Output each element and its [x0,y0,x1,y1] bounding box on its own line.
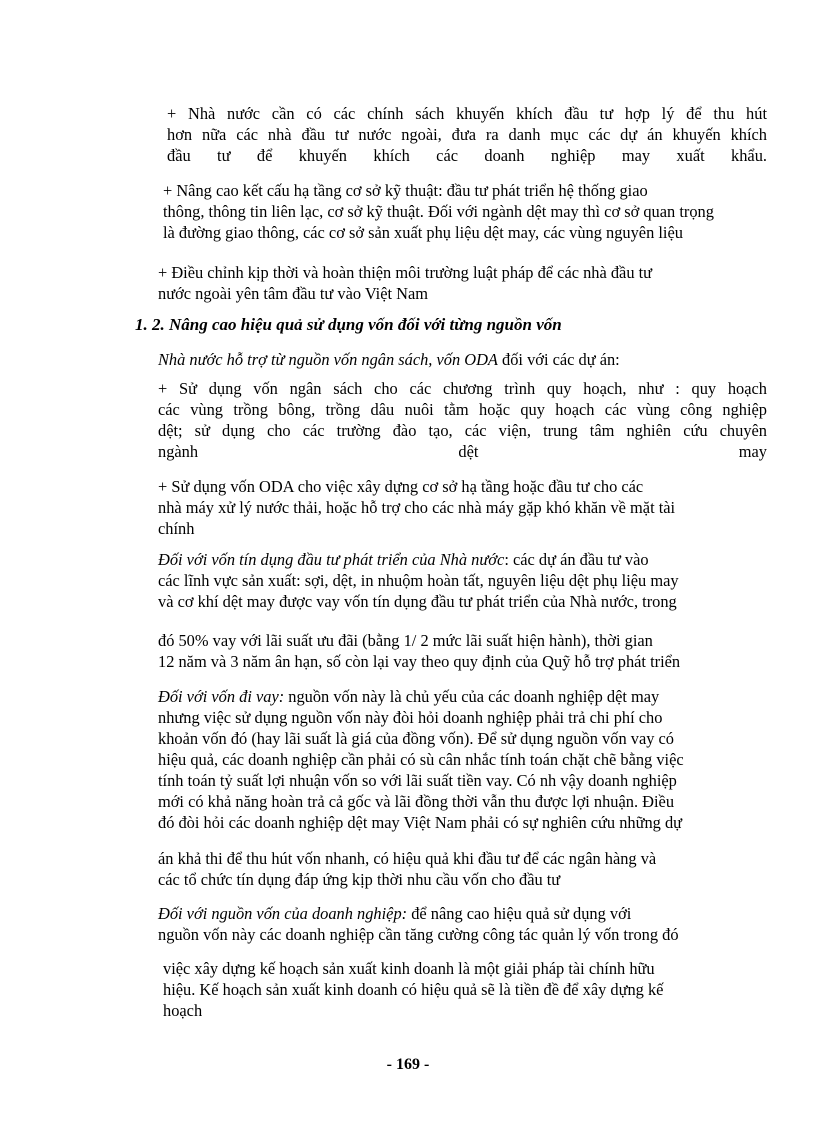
text-line: dệt; sử dụng cho các trường đào tạo, các viện, trung tâm nghiên cứu chuyên [158,421,767,440]
paragraph-legal-environment [135,262,767,304]
text-line: và cơ khí dệt may được vay vốn tín dụng đầu tư phát triển của Nhà nước, trong [158,592,677,611]
text-line: các tổ chức tín dụng đáp ứng kịp thời nhu cầu vốn cho đầu tư [158,870,561,889]
paragraph-budget-capital [135,378,767,462]
text-line: hiệu quả, các doanh nghiệp cần phải có sù cân nhắc tính toán chặt chẽ bằng việc [158,750,684,769]
text-line: là đường giao thông, các cơ sở sản xuất phụ liệu dệt may, các vùng nguyên liệu [163,223,683,242]
section-heading-text: 1. 2. Nâng cao hiệu quả sử dụng vốn đối với từng nguồn vốn [135,315,562,334]
text-line: thông, thông tin liên lạc, cơ sở kỹ thuật. Đối với ngành dệt may thì cơ sở quan trọng [163,202,714,221]
text-line: nhà máy xử lý nước thải, hoặc hỗ trợ cho các nhà máy gặp khó khăn về mặt tài [158,498,676,517]
italic-lead: Đối với vốn đi vay: [158,687,285,706]
text-line: hoạch [163,1001,203,1020]
section-heading [135,314,767,335]
text-line: đó đòi hỏi các doanh nghiệp dệt may Việt Nam phải có sự nghiên cứu những dự [158,813,683,832]
text-line: + Sử dụng vốn ngân sách cho các chương trình quy hoạch, như : quy hoạch [158,379,767,398]
paragraph-oda-capital [135,476,767,539]
text-line: đó 50% vay với lãi suất ưu đãi (bằng 1/ 2 mức lãi suất hiện hành), thời gian [158,631,653,650]
text-line: để nâng cao hiệu quả sử dụng với [407,904,632,923]
paragraph-business-plan [135,958,767,1021]
text-line: việc xây dựng kế hoạch sản xuất kinh doanh là một giải pháp tài chính hữu [163,959,655,978]
text-line: hiệu. Kế hoạch sản xuất kinh doanh có hiệu quả sẽ là tiền đề để xây dựng kế [163,980,664,999]
text-line: + Sử dụng vốn ODA cho việc xây dựng cơ sở hạ tầng hoặc đầu tư cho các [158,477,644,496]
text-line: hơn nữa các nhà đầu tư nước ngoài, đưa ra danh mục các dự án khuyến khích [167,125,767,144]
text-line: 12 năm và 3 năm ân hạn, số còn lại vay theo quy định của Quỹ hỗ trợ phát triển [158,652,681,671]
text-line: mới có khả năng hoàn trả cả gốc và lãi đồng thời vẫn thu được lợi nhuận. Điều [158,792,675,811]
text-line: nước ngoài yên tâm đầu tư vào Việt Nam [158,284,429,303]
italic-lead: Nhà nước hỗ trợ từ nguồn vốn ngân sách, vốn ODA [158,350,498,369]
text-line: + Nâng cao kết cấu hạ tầng cơ sở kỹ thuật: đầu tư phát triển hệ thống giao [163,181,648,200]
text-line: các lĩnh vực sản xuất: sợi, dệt, in nhuộm hoàn tất, nguyên liệu dệt phụ liệu may [158,571,679,590]
text-line: tính toán tỷ suất lợi nhuận vốn so với lãi suất tiền vay. Có nh vậy doanh nghiệp [158,771,677,790]
text-line: các vùng trồng bông, trồng dâu nuôi tằm hoặc quy hoạch các vùng công nghiệp [158,400,767,419]
paragraph-state-support-lead [135,349,767,370]
paragraph-investment-policy [135,103,767,166]
paragraph-feasible-projects [135,848,767,890]
text-line: : các dự án đầu tư vào [504,550,649,569]
paragraph-preferential-rate [135,630,767,672]
text-line: + Điều chỉnh kịp thời và hoàn thiện môi trường luật pháp để các nhà đầu tư [158,263,653,282]
paragraph-enterprise-capital [135,903,767,945]
text-line: nguồn vốn này các doanh nghiệp cần tăng cường công tác quản lý vốn trong đó [158,925,679,944]
text-line: nguồn vốn này là chủ yếu của các doanh nghiệp dệt may [284,687,660,706]
italic-lead: Đối với vốn tín dụng đầu tư phát triển của Nhà nước [158,550,505,569]
text-line: nhưng việc sử dụng nguồn vốn này đòi hỏi doanh nghiệp phải trả chi phí cho [158,708,663,727]
italic-lead: Đối với nguồn vốn của doanh nghiệp: [158,904,408,923]
text-line: đối với các dự án: [497,350,620,369]
paragraph-infrastructure [135,180,767,243]
text-line: án khả thi để thu hút vốn nhanh, có hiệu quả khi đầu tư để các ngân hàng và [158,849,657,868]
text-line: chính [158,519,195,538]
paragraph-borrowed-capital [135,686,767,833]
text-line: khoản vốn đó (hay lãi suất là giá của đồng vốn). Để sử dụng nguồn vốn vay có [158,729,674,748]
text-line: + Nhà nước cần có các chính sách khuyến khích đầu tư hợp lý để thu hút [167,104,767,123]
text-line: đầu tư để khuyến khích các doanh nghiệp may xuất khẩu. [167,146,767,165]
paragraph-development-credit [135,549,767,612]
text-line: ngành dệt may [158,442,767,461]
page-number: - 169 - [386,1056,430,1073]
